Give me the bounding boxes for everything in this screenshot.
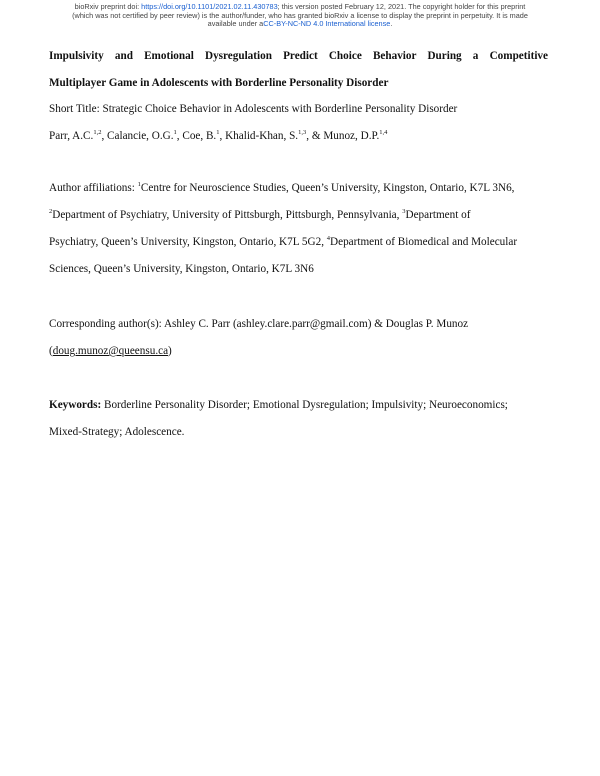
preprint-banner [40,3,560,29]
author: Khalid-Khan, S.$^{1,3}$, & [225,128,324,142]
author: Calancie, O.G.$^1$, [107,128,183,142]
author-list [49,130,387,142]
affiliations-line-3: Psychiatry, Queen’s University, Kingston, Ontario, K7L 5G2, $^4$Department of Biomedical and Molecular [49,234,518,248]
banner-line-1: bioRxiv preprint doi: https://doi.org/10.1101/2021.02.11.430783; this version posted February 12, 2021. The copyright holder for this preprint [74,2,526,11]
doi-link[interactable]: https://doi.org/10.1101/2021.02.11.430783 [141,2,278,11]
corresponding-email-line: (doug.munoz@queensu.ca) [49,345,172,357]
paper-title-line-1: Impulsivity and Emotional Dysregulation Predict Choice Behavior During a Competitive [49,50,548,62]
author: Munoz, D.P.$^{1,4}$ [323,128,388,142]
author: Parr, A.C.$^{1,2}$, [49,128,108,142]
banner-line-3: available under aCC-BY-NC-ND 4.0 International license. [207,19,393,29]
keywords-line-2: Mixed-Strategy; Adolescence. [49,426,185,438]
affiliations-line-4: Sciences, Queen’s University, Kingston, Ontario, K7L 3N6 [49,263,314,275]
license-link[interactable]: CC-BY-NC-ND 4.0 International license [263,19,391,29]
affiliations-line-1: Author affiliations: $^1$Centre for Neuroscience Studies, Queen’s University, Kingston, Ontario, K7L 3N6, [49,180,515,194]
email-link[interactable]: doug.munoz@queensu.ca [52,345,169,357]
short-title: Short Title: Strategic Choice Behavior in Adolescents with Borderline Personality Disorder [49,103,458,115]
banner-line-2: (which was not certified by peer review) is the author/funder, who has granted bioRxiv a license to display the preprint in perpetuity. It is made [72,10,528,20]
paper-title-line-2: Multiplayer Game in Adolescents with Borderline Personality Disorder [49,77,389,89]
corresponding-authors: Corresponding author(s): Ashley C. Parr (ashley.clare.parr@gmail.com) & Douglas P. Munoz [49,318,469,330]
keywords-label: Keywords: [49,399,102,411]
author: Coe, B.$^1$, [182,128,226,142]
keywords-line-1: Keywords: Borderline Personality Disorder; Emotional Dysregulation; Impulsivity; Neuroeconomics; [49,399,508,411]
affiliations-line-2: $^2$Department of Psychiatry, University of Pittsburgh, Pittsburgh, Pennsylvania, $^3$Department of [49,207,471,221]
